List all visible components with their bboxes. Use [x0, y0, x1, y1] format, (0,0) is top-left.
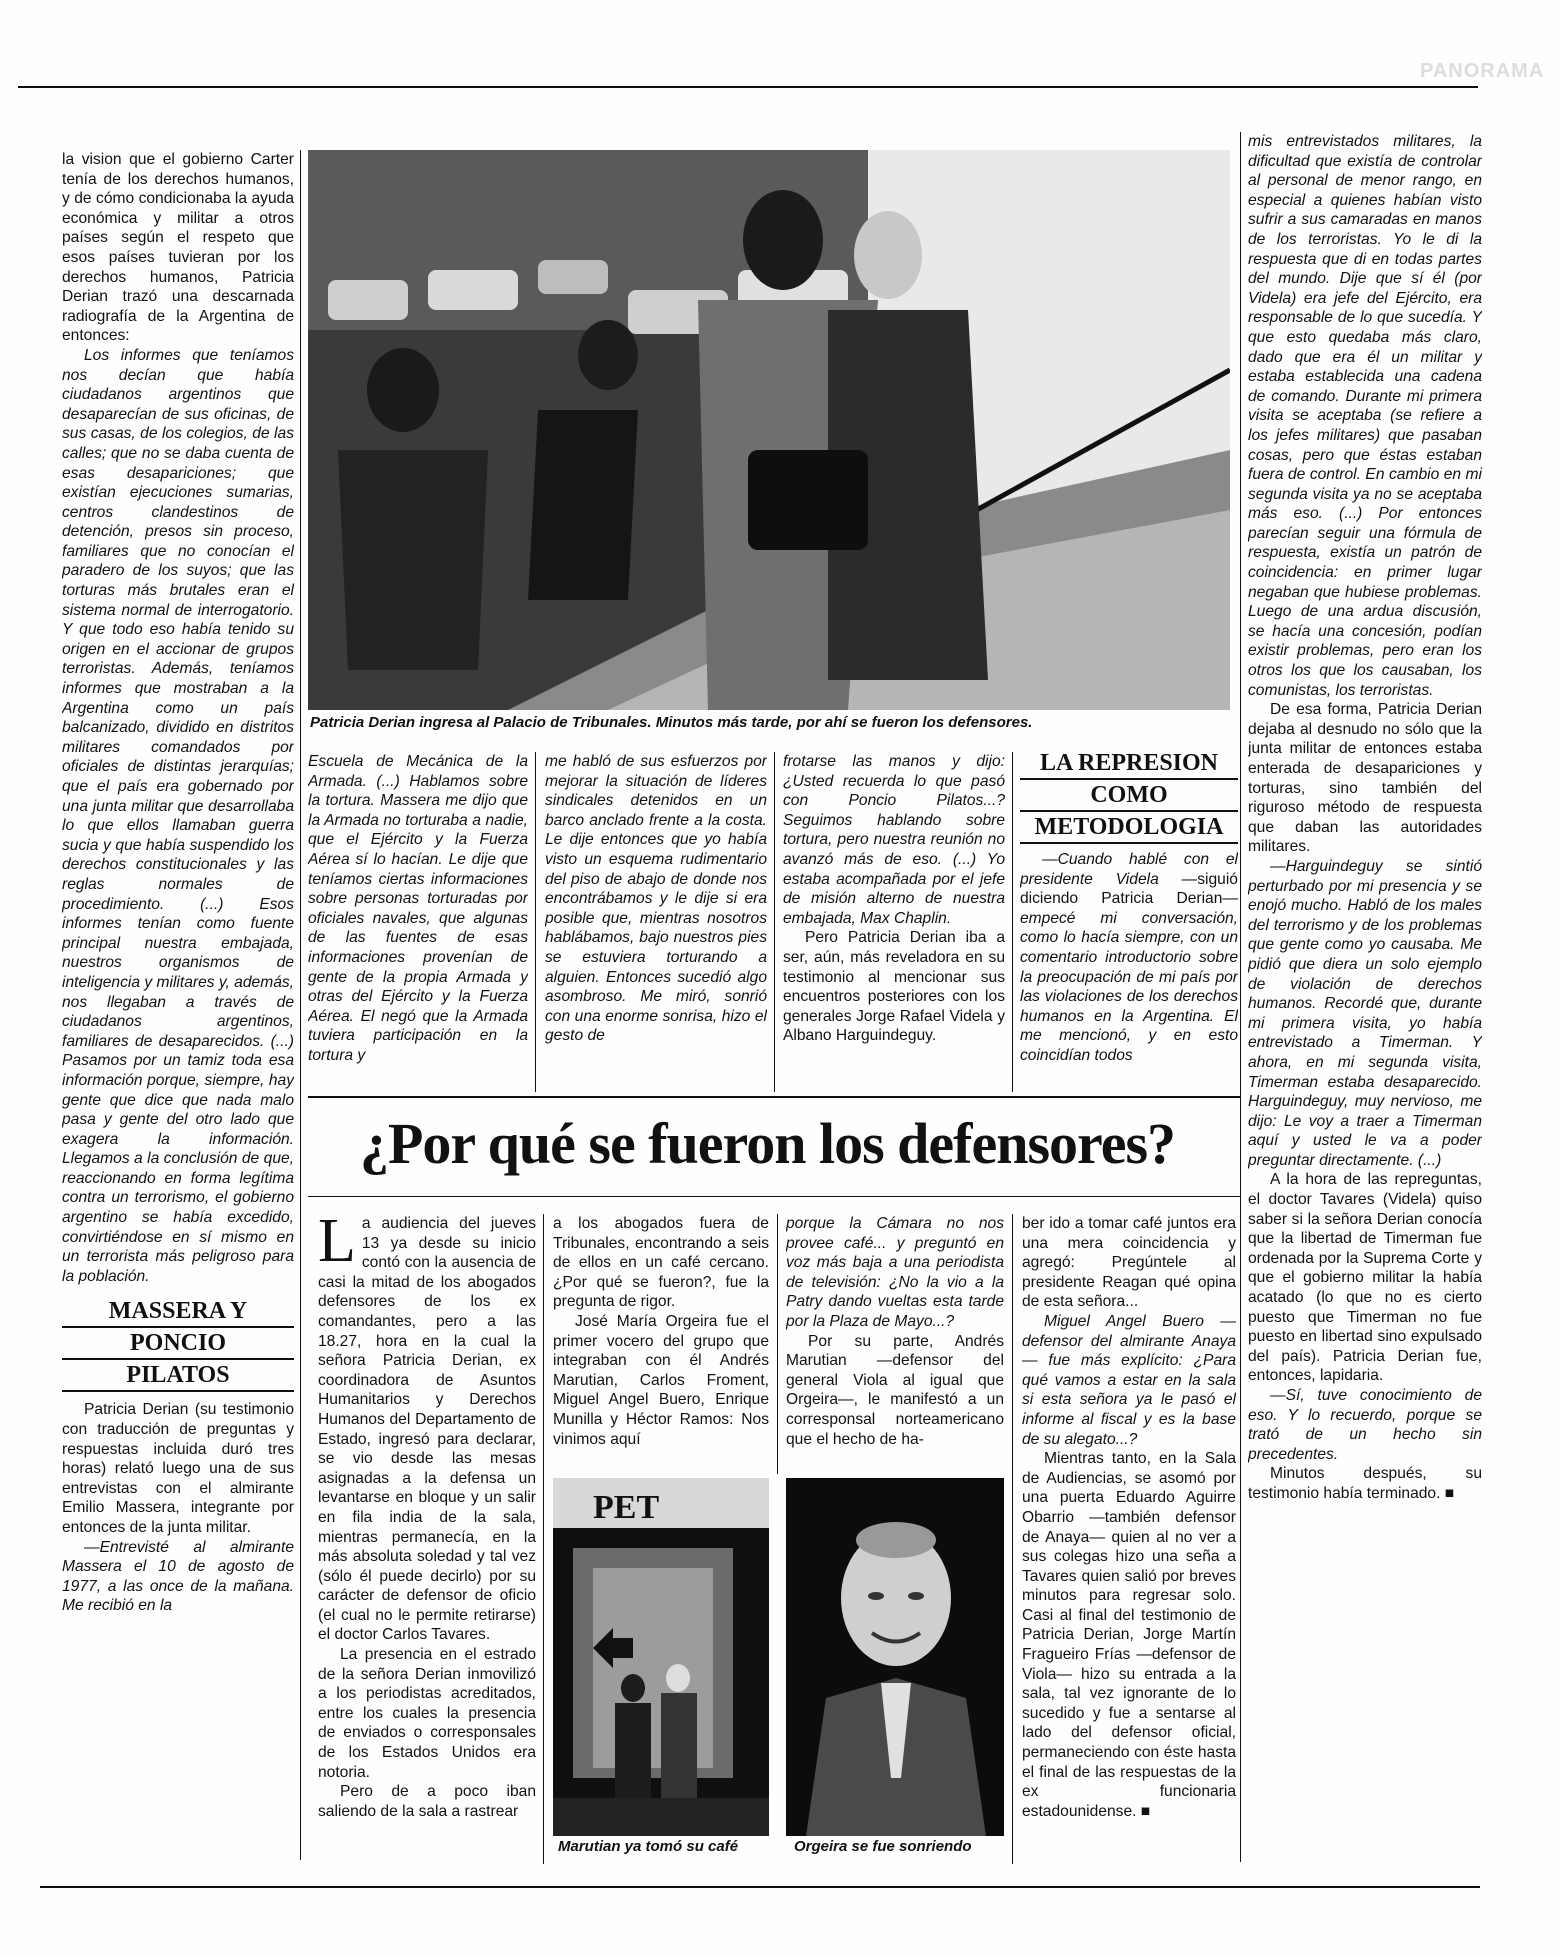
col5-text-b: —siguió diciendo Patricia Derian—: [1020, 870, 1238, 908]
bottom-column-4: [1022, 1214, 1236, 1864]
bottom-divider-1: [543, 1214, 544, 1864]
column-1: [62, 150, 294, 1870]
col4-text: Pero Patricia Derian iba a ser, aún, más reveladora en su testimonio al mencionar sus encuentros posteriores con los generales Jorge Rafael Videla y Albano Harguindeguy.: [783, 929, 1005, 1045]
photo-left-sign: PET: [593, 1489, 660, 1526]
col4-divider: [1012, 752, 1013, 1092]
col1-subhead-line-1: MASSERA Y: [62, 1296, 294, 1328]
col6-text3: Minutos después, su testimonio había terminado. ■: [1248, 1465, 1482, 1502]
bottom-rule: [40, 1886, 1480, 1888]
top-photo: [308, 150, 1230, 710]
bottom-divider-2: [777, 1214, 778, 1474]
photo-left: [553, 1478, 769, 1836]
col1-subhead-line-2: PONCIO: [62, 1328, 294, 1360]
col3-divider: [774, 752, 775, 1092]
headline: ¿Por qué se fueron los defensores?: [360, 1111, 1176, 1176]
photo-left-illustration: [553, 1478, 769, 1836]
col6-quote2: —Harguindeguy se sintió perturbado por mi presencia y se enojó mucho. Habló de los males del terrorismo y de los problemas que gente como yo causaba. Me pidió que diera un solo ejemplo de violación de derechos humanos. Recordé que, durante mi primera visita, yo había entrevistado a Timerman. Y ahora, en mi segunda visita, Timerman estaba desaparecido. Harguindeguy, muy nervioso, me dijo: Le voy a traer a Timerman aquí y usted le va a poder preguntar directamente. (...): [1248, 857, 1482, 1169]
photo-right-illustration: [786, 1478, 1004, 1836]
col1-subhead-line-3: PILATOS: [62, 1360, 294, 1392]
header-ghost-text: PANORAMA: [1420, 60, 1545, 82]
b4-text3: Mientras tanto, en la Sala de Audiencias, se asomó por una puerta Eduardo Aguirre Obarrio —también defensor de Anaya— quien al no ver a sus colegas hizo una seña a Tavares quien salió por breves minutos para regresar solo. Casi al final del testimonio de Patricia Derian, Jorge Martín Fragueiro Frías —defensor de Viola— hizo su entrada a la sala, tal vez ignorante de lo sucedido y fue a sentarse al lado del defensor oficial, permaneciendo con éste hasta el final de las respuestas de la ex funcionaria estadounidense. ■: [1022, 1450, 1236, 1820]
col4-quote: frotarse las manos y dijo: ¿Usted recuerda lo que pasó con Poncio Pilatos...? Seguimos hablando sobre tortura, pero nuestra reunión no avanzó más de eso. (...) Yo estaba acompañada por el jefe de misión alterno de nuestra embajada, Max Chaplin.: [783, 753, 1005, 927]
column-5: [1020, 748, 1238, 1093]
col1-after: Patricia Derian (su testimonio con traducción de preguntas y respuestas incluida duró tres horas) relató luego una de sus entrevistas con el almirante Emilio Massera, integrante por entonces de la junta militar.: [62, 1401, 294, 1536]
b1-text: [318, 1214, 536, 1645]
column-4: [783, 752, 1005, 1092]
b1-text-body: a audiencia del jueves 13 ya desde su inicio contó con la ausencia de casi la mitad de los abogados defensores de los ex comandantes, pero a las 18.27, hora en la cual la señora Patricia Derian, ex coordinadora de Asuntos Humanitarios y Derechos Humanos del Departamento de Estado, ingresó para declarar, se vio desde las mesas asignadas a la defensa un levantarse en bloque y un salir en fila india de la sala, mientras permanecía, en la más absoluta soledad y tal vez (sólo él puede decirlo) por su carácter de defensor de oficio (el cual no le permite retirarse) el doctor Carlos Tavares.: [318, 1215, 536, 1644]
col5-text-a: —Cuando hablé con el presidente Videla: [1020, 851, 1238, 888]
bottom-column-1: [318, 1214, 536, 1864]
top-photo-illustration: [308, 150, 1230, 710]
column-3: [545, 752, 767, 1092]
col6-text2: A la hora de las repreguntas, el doctor Tavares (Videla) quiso saber si la señora Derian conocía que la libertad de Timerman fue ordenada por la Suprema Corte y que el gobierno militar la había acatado (lo que no es cierto puesto que Timerman no fue puesto en libertad sino expulsado del país). Patricia Derian fue, entonces, lapidaria.: [1248, 1171, 1482, 1385]
bottom-divider-3: [1012, 1214, 1013, 1864]
bottom-column-3: [786, 1214, 1004, 1474]
b1-dropcap: L: [318, 1214, 356, 1275]
column-2: [308, 752, 528, 1092]
b1-text2: La presencia en el estrado de la señora Derian inmovilizó a los periodistas acreditados, entre los cuales la presencia de enviados o corresponsales de los Estados Unidos era notoria.: [318, 1646, 536, 1781]
col6-text: De esa forma, Patricia Derian dejaba al desnudo no sólo que la junta militar de entonces estaba enterada de desapariciones y torturas, sino también del riguroso método de respuesta que daban las autoridades militares.: [1248, 701, 1482, 856]
photo-right-caption: Orgeira se fue sonriendo: [794, 1838, 972, 1855]
b3-quote: porque la Cámara no nos provee café... y preguntó en voz más baja a una periodista de televisión: ¿No la vio a la Patry dando vueltas esta tarde por la Plaza de Mayo...?: [786, 1215, 1004, 1330]
b4-text: ber ido a tomar café juntos era una mera coincidencia y agregó: Pregúntele al presidente Reagan qué opina de esta señora...: [1022, 1215, 1236, 1311]
col1-divider: [300, 150, 301, 1860]
headline-rule: [308, 1096, 1240, 1098]
col3-text: me habló de sus esfuerzos por mejorar la situación de líderes sindicales detenidos en un barco anclado frente a la costa. Le dije entonces que yo había visto un esquema rudimentario del piso de abajo de donde nos encontrábamos y le dije si era posible que, mientras nosotros hablábamos, bajo nuestros pies se estuviera torturando a alguien. Entonces sucedió algo asombroso. Me miró, sonrió con una enorme sonrisa, hizo el gesto de: [545, 753, 767, 1045]
column-6: [1248, 132, 1482, 1872]
col1-intro: la vision que el gobierno Carter tenía de los derechos humanos, y de cómo condicionaba la ayuda económica y militar a otros países según el respeto que esos países tuvieran por los derechos humanos, Patricia Derian trazó una descarnada radiografía de la Argentina de entonces:: [62, 151, 294, 345]
b2-text2: José María Orgeira fue el primer vocero del grupo que integraban con él Andrés Marutian, Carlos Froment, Miguel Angel Buero, Enrique Munilla y Héctor Ramos: Nos vinimos aquí: [553, 1312, 769, 1448]
top-photo-caption: Patricia Derian ingresa al Palacio de Tribunales. Minutos más tarde, por ahí se fueron los defensores.: [310, 714, 1033, 731]
col5-subhead: [1020, 748, 1238, 844]
col5-subhead-line-2: COMO: [1020, 780, 1238, 812]
photo-left-caption: Marutian ya tomó su café: [558, 1838, 739, 1855]
col2-text: Escuela de Mecánica de la Armada. (...) Hablamos sobre la tortura. Massera me dijo que la Armada no torturaba a nadie, que el Ejército y la Fuerza Aérea sí lo hacían. Le dije que teníamos ciertas informaciones sobre personas torturadas por oficiales navales, que algunas de las fuentes de esas informaciones provenían de gente de la propia Armada y otras del Ejército y la Fuerza Aérea. El negó que la Armada tuviera participación en la tortura y: [308, 753, 528, 1064]
b4-text2: Miguel Angel Buero —defensor del almirante Anaya— fue más explícito: ¿Para qué vamos a estar en la sala si esta señora ya le pasó el informe al fiscal y es la base de su alegato...?: [1022, 1312, 1236, 1448]
b2-text: a los abogados fuera de Tribunales, encontrando a seis de ellos en un café cercano. ¿Por qué se fueron?, fue la pregunta de rigor.: [553, 1215, 769, 1311]
col6-quote3: —Sí, tuve conocimiento de eso. Y lo recuerdo, porque se trató de un hecho sin precedentes.: [1248, 1387, 1482, 1463]
b1-text3: Pero de a poco iban saliendo de la sala a rastrear: [318, 1783, 536, 1820]
bottom-column-2: [553, 1214, 769, 1474]
top-rule: [18, 86, 1478, 88]
col1-quote2: —Entrevisté al almirante Massera el 10 de agosto de 1977, a las once de la mañana. Me recibió en la: [62, 1538, 294, 1615]
col1-quote: Los informes que teníamos nos decían que había ciudadanos argentinos que desaparecían de sus oficinas, de sus casas, de los colegios, de las calles; que no se daba cuenta de esas desapariciones; que existían ejecuciones sumarias, centros clandestinos de detención, presos sin proceso, familiares que no conocían el paradero de los suyos; que las torturas más brutales eran el sistema normal de interrogatorio. Y que todo eso había tenido su origen en el accionar de grupos terroristas. Además, teníamos informes que mostraban a la Argentina como un país balcanizado, dividido en distritos militares comandados por oficiales de distintas jerarquías; que el país era gobernado por una junta militar que desarrollaba lo que ellos llamaban guerra sucia y que había suspendido los derechos constitucionales y las reglas normales de procedimiento. (...) Esos informes tenían como fuente principal nuestra embajada, nuestros organismos de inteligencia y militares y, además, nos llegaban a través de ciudadanos argentinos, familiares de desaparecidos. (...) Pasamos por un tamiz toda esa información porque, siempre, hay gente que dice que nada malo pasa y gente del otro lado que exagera la información. Llegamos a la conclusión de que, reaccionando en forma legítima contra un terrorismo, el gobierno argentino se había excedido, convirtiéndose en sí mismo en un terrorista más peligroso para la población.: [62, 346, 294, 1285]
col6-divider: [1240, 132, 1241, 1862]
b3-text: Por su parte, Andrés Marutian —defensor del general Viola al igual que Orgeira—, le manifestó a un corresponsal norteamericano que el hecho de ha-: [786, 1332, 1004, 1448]
col5-text-c: empecé mi conversación, como lo hacía siempre, con un comentario introductorio sobre la preocupación de mi país por las violaciones de los derechos humanos en la Argentina. El me mencionó, y en esto coincidían todos: [1020, 909, 1238, 1064]
col6-quote: mis entrevistados militares, la dificultad que existía de controlar al personal de menor rango, en especial a quienes habían visto sufrir a sus camaradas en manos de los terroristas. Yo le di la respuesta que di en todas partes del mundo. Dije que sí él (por Videla) era jefe del Ejército, era responsable de lo que sucedía. Y que esto quedaba más claro, dado que era él un militar y estaba establecida una cadena de comando. Durante mi primera visita se aceptaba (se refiere a los jefes militares) que pasaban cosas, pero que éstas estaban fuera de control. En cambio en mi segunda visita ya no se aceptaba más eso. (...) Por entonces parecían seguir una fórmula de respuesta, existía un patrón de coincidencia: en primer lugar negaban que hubiese problemas. Luego de una ardua discusión, se hacía una concesión, podían existir problemas, pero eran los otros los que los causaban, los comunistas, los terroristas.: [1248, 133, 1482, 699]
col5-subhead-line-1: LA REPRESION: [1020, 748, 1238, 780]
col2-divider: [535, 752, 536, 1092]
headline-underrule: [308, 1196, 1240, 1197]
col5-subhead-line-3: METODOLOGIA: [1020, 812, 1238, 844]
col1-subhead: [62, 1296, 294, 1392]
photo-right: [786, 1478, 1004, 1836]
col5-text: [1020, 850, 1238, 1066]
